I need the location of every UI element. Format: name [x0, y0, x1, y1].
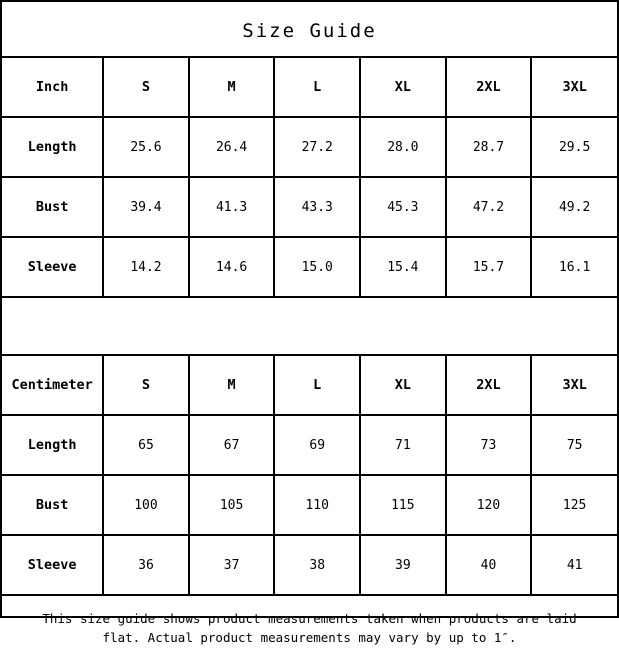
page-title: Size Guide	[242, 20, 377, 42]
measurement-cell: 15.4	[360, 237, 446, 297]
measurement-cell: 71	[360, 415, 446, 475]
measurement-cell: 73	[446, 415, 532, 475]
table-row	[2, 415, 617, 475]
row-label: Sleeve	[2, 237, 103, 297]
column-header-size: 2XL	[446, 57, 532, 117]
measurement-cell: 115	[360, 475, 446, 535]
table-row	[2, 237, 617, 297]
column-header-size: XL	[360, 57, 446, 117]
measurement-cell: 105	[189, 475, 275, 535]
measurement-cell: 49.2	[531, 177, 617, 237]
centimeter-size-table	[2, 354, 617, 596]
measurement-cell: 36	[103, 535, 189, 595]
measurement-cell: 14.2	[103, 237, 189, 297]
measurement-cell: 45.3	[360, 177, 446, 237]
measurement-cell: 120	[446, 475, 532, 535]
measurement-cell: 69	[274, 415, 360, 475]
inch-size-table	[2, 56, 617, 298]
column-header-size: 3XL	[531, 57, 617, 117]
table-row	[2, 117, 617, 177]
measurement-cell: 41.3	[189, 177, 275, 237]
measurement-cell: 39	[360, 535, 446, 595]
column-header-size: M	[189, 57, 275, 117]
table-row	[2, 177, 617, 237]
column-header-size: XL	[360, 355, 446, 415]
measurement-cell: 75	[531, 415, 617, 475]
unit-label: Centimeter	[2, 355, 103, 415]
column-header-size: 2XL	[446, 355, 532, 415]
measurement-cell: 100	[103, 475, 189, 535]
row-label: Sleeve	[2, 535, 103, 595]
measurement-cell: 14.6	[189, 237, 275, 297]
measurement-cell: 65	[103, 415, 189, 475]
measurement-cell: 47.2	[446, 177, 532, 237]
table-separator	[2, 298, 617, 354]
measurement-cell: 125	[531, 475, 617, 535]
row-label: Bust	[2, 475, 103, 535]
column-header-size: L	[274, 57, 360, 117]
row-label: Length	[2, 415, 103, 475]
measurement-cell: 28.7	[446, 117, 532, 177]
measurement-cell: 40	[446, 535, 532, 595]
column-header-size: M	[189, 355, 275, 415]
measurement-cell: 41	[531, 535, 617, 595]
size-guide-footnote: This size guide shows product measurements taken when products are laid flat. Actual product measurements may vary by up to 1″.	[42, 611, 577, 645]
table-header-row	[2, 57, 617, 117]
measurement-cell: 26.4	[189, 117, 275, 177]
row-label: Length	[2, 117, 103, 177]
measurement-cell: 38	[274, 535, 360, 595]
column-header-size: S	[103, 57, 189, 117]
measurement-cell: 67	[189, 415, 275, 475]
row-label: Bust	[2, 177, 103, 237]
measurement-cell: 15.0	[274, 237, 360, 297]
measurement-cell: 110	[274, 475, 360, 535]
table-row	[2, 535, 617, 595]
table-header-row	[2, 355, 617, 415]
unit-label: Inch	[2, 57, 103, 117]
measurement-cell: 29.5	[531, 117, 617, 177]
measurement-cell: 39.4	[103, 177, 189, 237]
measurement-cell: 25.6	[103, 117, 189, 177]
measurement-cell: 16.1	[531, 237, 617, 297]
column-header-size: L	[274, 355, 360, 415]
measurement-cell: 15.7	[446, 237, 532, 297]
column-header-size: 3XL	[531, 355, 617, 415]
column-header-size: S	[103, 355, 189, 415]
measurement-cell: 43.3	[274, 177, 360, 237]
measurement-cell: 28.0	[360, 117, 446, 177]
measurement-cell: 37	[189, 535, 275, 595]
table-row	[2, 475, 617, 535]
measurement-cell: 27.2	[274, 117, 360, 177]
